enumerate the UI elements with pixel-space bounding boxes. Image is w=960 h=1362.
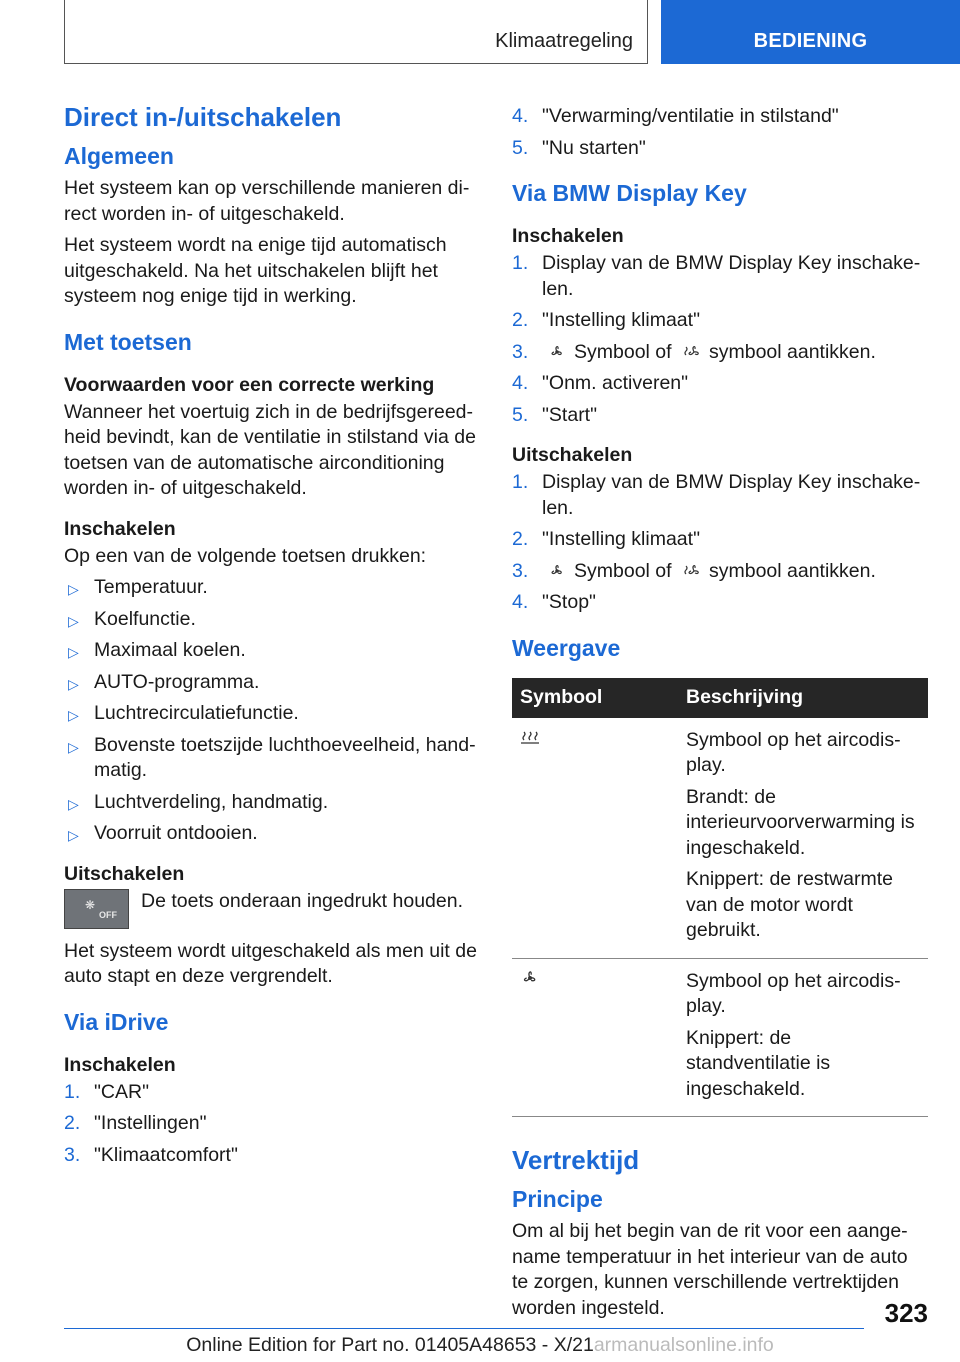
triangle-bullet-icon: ▷ [68, 675, 79, 692]
list-item: 4. "Stop" [512, 591, 596, 613]
list-item: 2. "Instelling klimaat" [512, 528, 700, 550]
list-item: 2. "Instelling klimaat" [512, 309, 700, 331]
step-list [512, 251, 928, 428]
subheading-inschakelen: Inschakelen [512, 225, 624, 247]
page-header [0, 0, 960, 66]
fan-icon [520, 969, 540, 987]
main-title: Direct in-/uitschakelen [64, 102, 342, 132]
list-item: ▷ Luchtrecirculatiefunctie. [64, 701, 478, 727]
description-cell: Symbool op het aircodisplay. Knippert: de standventilatie is ingeschakeld. [678, 958, 928, 1117]
heading-via-idrive: Via iDrive [64, 1008, 169, 1035]
fan-icon [548, 344, 566, 360]
list-item: 5. "Nu starten" [512, 136, 646, 159]
list-item: ▷ Luchtverdeling, handmatig. [64, 790, 478, 816]
symbol-cell [512, 718, 678, 959]
list-item: ▷ AUTO-programma. [64, 670, 478, 696]
triangle-bullet-icon: ▷ [68, 644, 79, 660]
fan-off-key-icon: ❋ OFF [64, 889, 129, 929]
paragraph: Het systeem kan op verschillende manieren direct worden in- of uitgeschakeld. [64, 177, 470, 225]
list-item: 1. Display van de BMW Display Key inschakelen. [512, 252, 921, 300]
symbol-table [512, 678, 928, 1118]
heading-principe: Principe [512, 1186, 603, 1212]
description-cell: Symbool op het aircodisplay. Brandt: de interieurvoorverwarming is ingeschakeld. Knippert: de restwarmte van de motor wordt gebruikt. [678, 718, 928, 959]
page-number: 323 [884, 1298, 928, 1328]
table-header-row [512, 678, 928, 718]
subheading-inschakelen: Inschakelen [64, 517, 176, 540]
triangle-bullet-icon: ▷ [68, 581, 79, 597]
footer-divider [64, 1328, 864, 1329]
list-item: 1. Display van de BMW Display Key inschakelen. [512, 471, 921, 519]
section-title: Klimaatregeling [495, 30, 633, 52]
triangle-bullet-icon: ▷ [68, 612, 79, 629]
step-list [512, 470, 928, 616]
heating-fan-icon [683, 344, 701, 360]
triangle-bullet-icon: ▷ [68, 707, 79, 723]
heating-fan-icon [683, 563, 701, 579]
paragraph: De toets onderaan ingedrukt houden. [141, 889, 463, 912]
list-item: 4. "Onm. activeren" [512, 372, 689, 394]
watermark: armanualsonline.info [593, 1334, 774, 1356]
edition-footer [0, 1334, 960, 1357]
chapter-tab[interactable] [661, 0, 960, 64]
paragraph: Wanneer het voertuig zich in de bedrijfsgereedheid bevindt, kan de ventilatie in stilstand via de toetsen van de automatische airconditioning worden in- of uitgeschakeld. [64, 400, 476, 499]
chapter-title: BEDIENING [753, 30, 868, 52]
column-header: Beschrijving [678, 678, 928, 718]
triangle-bullet-icon: ▷ [68, 738, 79, 755]
table-row [512, 958, 928, 1117]
edition-text: Online Edition for Part no. 01405A48653 - X/21 [186, 1334, 594, 1356]
heading-algemeen: Algemeen [64, 143, 174, 169]
key-illustration [64, 889, 478, 929]
paragraph: Het systeem wordt uitgeschakeld als men uit de auto stapt en deze vergrendelt. [64, 939, 477, 987]
column-header: Symbool [512, 678, 678, 718]
step-list [64, 1080, 478, 1169]
paragraph: Op een van de volgende toetsen drukken: [64, 544, 427, 567]
heating-icon [520, 730, 540, 746]
section-tab [64, 0, 648, 64]
list-item: 4. "Verwarming/ventilatie in stilstand" [512, 105, 839, 127]
list-item: ▷ Koelfunctie. [64, 607, 478, 633]
list-item: 3. Symbool of symbool aantikken. [512, 340, 876, 363]
list-item: 2. "Instellingen" [64, 1112, 207, 1134]
paragraph: Het systeem wordt na enige tijd automatisch uitgeschakeld. Na het uitschakelen blijft het systeem nog enige tijd in werking. [64, 234, 447, 307]
list-item: 3. "Klimaatcomfort" [64, 1143, 238, 1166]
paragraph: Om al bij het begin van de rit voor een aangename temperatuur in het interieur van de auto te zorgen, kunnen verschillende vertrektijden worden ingesteld. [512, 1220, 908, 1319]
list-item: ▷ Temperatuur. [64, 575, 478, 601]
list-item: ▷ Voorruit ontdooien. [64, 821, 478, 847]
right-column [512, 104, 928, 1327]
heading-met-toetsen: Met toetsen [64, 328, 192, 355]
list-item: ▷ Bovenste toetszijde luchthoeveelheid, handmatig. [68, 733, 476, 781]
subheading-uitschakelen: Uitschakelen [512, 444, 633, 466]
subheading-inschakelen: Inschakelen [64, 1053, 176, 1076]
triangle-bullet-icon: ▷ [68, 827, 79, 843]
table-row [512, 718, 928, 959]
step-list [512, 104, 928, 161]
heading-weergave: Weergave [512, 634, 621, 661]
left-column [64, 100, 478, 1174]
subheading-uitschakelen: Uitschakelen [64, 862, 185, 885]
list-item: ▷ Maximaal koelen. [64, 638, 478, 664]
list-item: 5. "Start" [512, 403, 598, 426]
fan-icon [548, 563, 566, 579]
list-item: 3. Symbool of symbool aantikken. [512, 559, 876, 582]
symbol-cell [512, 958, 678, 1117]
heading-display-key: Via BMW Display Key [512, 180, 747, 206]
bullet-list [64, 575, 478, 847]
triangle-bullet-icon: ▷ [68, 795, 79, 812]
section-title-vertrektijd: Vertrektijd [512, 1145, 640, 1175]
subheading: Voorwaarden voor een correcte werking [64, 373, 435, 396]
list-item: 1. "CAR" [64, 1080, 150, 1103]
